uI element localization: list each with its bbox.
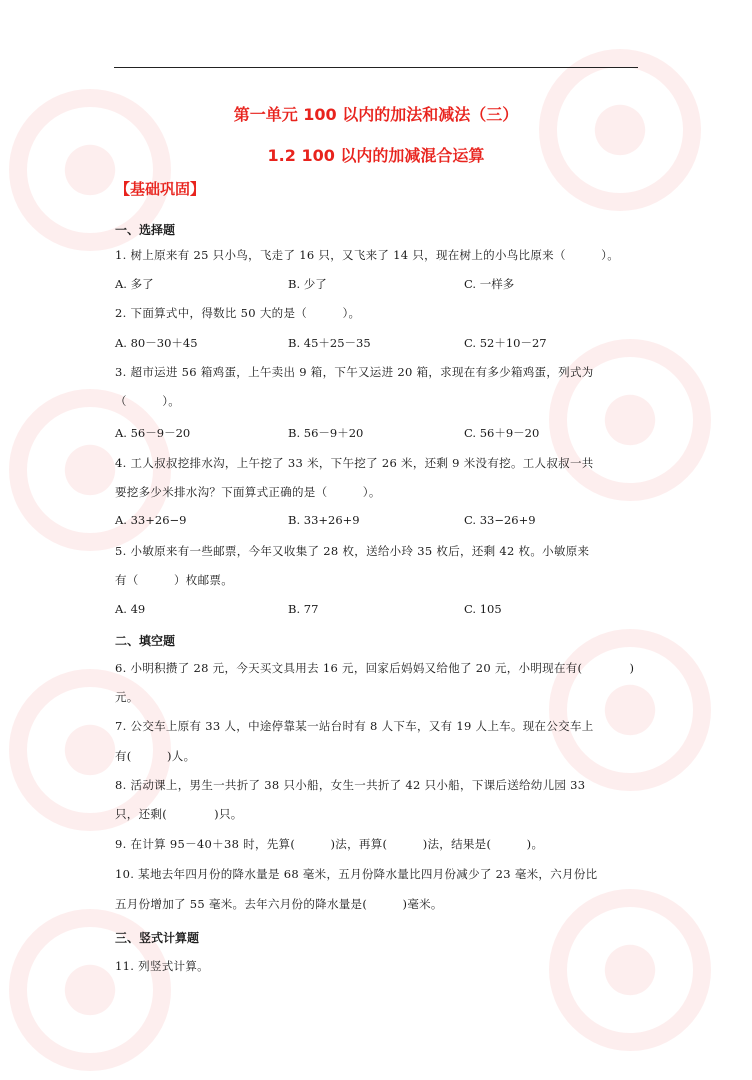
section-heading: 【基础巩固】	[115, 180, 206, 198]
q2-option-b: B. 45＋25－35	[288, 336, 371, 350]
q1-option-b: B. 少了	[288, 277, 327, 291]
q5-option-b: B. 77	[288, 602, 319, 616]
q3-option-a: A. 56－9－20	[115, 426, 191, 440]
q6-text: 6. 小明积攒了 28 元，今天买文具用去 16 元，回家后妈妈又给他了 20 元，小明现在有( )	[115, 661, 635, 675]
q1-text: 1. 树上原来有 25 只小鸟，飞走了 16 只，又飞来了 14 只，现在树上的小鸟比原来（ ）。	[115, 248, 620, 262]
watermark-logo	[0, 900, 180, 1080]
q8-text: 8. 活动课上，男生一共折了 38 只小船，女生一共折了 42 只小船，下课后送给幼儿园 33	[115, 778, 586, 792]
q10-text: 10. 某地去年四月份的降水量是 68 毫米，五月份降水量比四月份减少了 23 毫米，六月份比	[115, 867, 598, 881]
q5-option-a: A. 49	[115, 602, 146, 616]
q3-text-cont: （ ）。	[115, 394, 181, 408]
q7-text-cont: 有( )人。	[115, 749, 196, 763]
part2-heading: 二、填空题	[115, 634, 176, 648]
q8-text-cont: 只，还剩( )只。	[115, 807, 243, 821]
q5-text: 5. 小敏原来有一些邮票，今年又收集了 28 枚，送给小玲 35 枚后，还剩 42 枚。小敏原来	[115, 544, 590, 558]
q11-text: 11. 列竖式计算。	[115, 959, 209, 973]
q4-option-a: A. 33+26−9	[115, 513, 187, 527]
q2-text: 2. 下面算式中，得数比 50 大的是（ ）。	[115, 306, 361, 320]
q3-text: 3. 超市运进 56 箱鸡蛋，上午卖出 9 箱，下午又运进 20 箱，求现在有多少箱鸡蛋，列式为	[115, 365, 594, 379]
q10-text-cont: 五月份增加了 55 毫米。去年六月份的降水量是( )毫米。	[115, 897, 443, 911]
q4-option-c: C. 33−26+9	[464, 513, 536, 527]
q4-text-cont: 要挖多少米排水沟？下面算式正确的是（ ）。	[115, 485, 381, 499]
q6-text-cont: 元。	[115, 690, 139, 704]
part1-heading: 一、选择题	[115, 223, 176, 237]
q4-text: 4. 工人叔叔挖排水沟，上午挖了 33 米，下午挖了 26 米，还剩 9 米没有挖。工人叔叔一共	[115, 456, 594, 470]
q4-option-b: B. 33+26+9	[288, 513, 360, 527]
q3-option-c: C. 56＋9－20	[464, 426, 540, 440]
watermark-logo	[540, 880, 720, 1060]
header-rule	[114, 67, 638, 68]
watermark-logo	[540, 620, 720, 800]
page-title: 第一单元 100 以内的加法和减法（三）	[233, 105, 519, 124]
watermark-logo	[540, 330, 720, 510]
q2-option-c: C. 52＋10－27	[464, 336, 547, 350]
q7-text: 7. 公交车上原有 33 人，中途停靠某一站台时有 8 人下车，又有 19 人上车。现在公交车上	[115, 719, 594, 733]
q3-option-b: B. 56－9＋20	[288, 426, 364, 440]
q1-option-c: C. 一样多	[464, 277, 515, 291]
q9-text: 9. 在计算 95－40＋38 时，先算( )法，再算( )法，结果是( )。	[115, 837, 544, 851]
q5-option-c: C. 105	[464, 602, 502, 616]
page-subtitle: 1.2 100 以内的加减混合运算	[267, 146, 485, 165]
q1-option-a: A. 多了	[115, 277, 154, 291]
q2-option-a: A. 80－30＋45	[115, 336, 198, 350]
part3-heading: 三、竖式计算题	[115, 931, 200, 945]
q5-text-cont: 有（ ）枚邮票。	[115, 573, 233, 587]
